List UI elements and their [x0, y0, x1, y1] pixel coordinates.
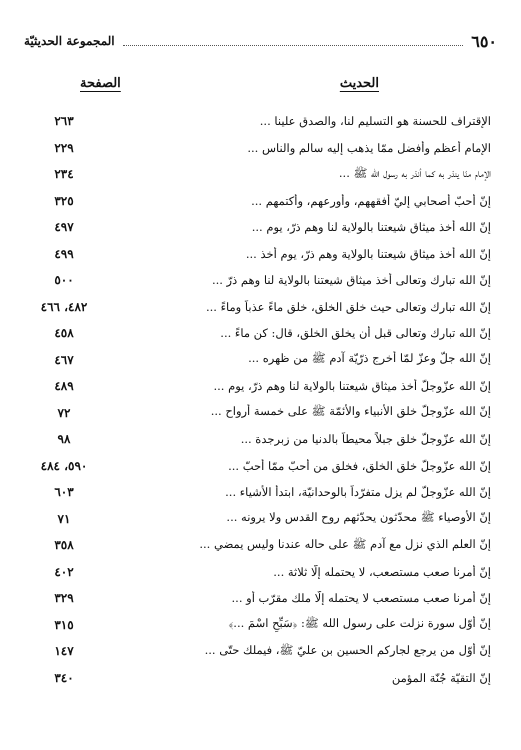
index-row [32, 241, 491, 268]
index-row [32, 400, 491, 427]
page-ref: ٣٢٥ [54, 193, 74, 208]
hadith-text: إنّ الله عزّوجلّ خلق جبلاً محيطاً بالدنيا من زبرجدة ... [240, 432, 491, 447]
index-row [32, 479, 491, 506]
hadith-text: الإمام أعظم وأفضل ممّا يذهب إليه سالم والناس ... [247, 140, 491, 155]
index-row [32, 612, 491, 639]
hadith-text: إنّ الله عزّوجلّ خلق الأنبياء والأئمّة ﷺ على خمسة أرواح ... [210, 404, 491, 419]
page-ref: ٣٤٠ [54, 670, 74, 685]
index-list [32, 108, 491, 691]
page-ref: ٢٦٣ [54, 114, 74, 129]
index-row [32, 506, 491, 533]
hadith-text: إنّ الله تبارك وتعالى حيث خلق الخلق، خلق ماءً عذباً وماءً ... [205, 299, 491, 314]
book-title: المجموعة الحديثيّة [24, 34, 115, 48]
page-ref: ٣١٥ [54, 617, 74, 632]
index-row [32, 665, 491, 692]
index-row [32, 188, 491, 215]
page-ref: ٣٥٨ [54, 538, 74, 553]
hadith-text: إنّ الله عزّوجلّ خلق الخلق، فخلق من أحبّ ممّا أحبّ ... [228, 458, 491, 473]
page-ref: ٣٢٩ [54, 591, 74, 606]
hadith-text: إنّ الله تبارك وتعالى أخذ ميثاق شيعتنا بالولاية لنا وهم ذرّ ... [211, 273, 491, 288]
page-header [24, 28, 497, 54]
index-row [32, 559, 491, 586]
page-ref: ٦٠٣ [54, 485, 74, 500]
page-ref: ١٤٧ [54, 644, 74, 659]
hadith-text: إنّ أحبّ أصحابي إليّ أفقههم، وأورعهم، وأكتمهم ... [251, 193, 491, 208]
page-ref: ٩٨ [57, 432, 71, 447]
hadith-text: إنّ الله جلّ وعزّ لمّا أخرج ذرّيّة آدم ﷺ من ظهره ... [248, 351, 491, 366]
page-ref: ٥٠٠ [54, 273, 74, 288]
page-ref: ٤٥٨ [54, 326, 74, 341]
hadith-text: إنّ التقيّة جُنّة المؤمن [391, 670, 491, 685]
hadith-text: الإمام منّا ينذر به كما أنذر به رسول الله ﷺ ... [338, 165, 491, 180]
hadith-text: إنّ الله أخذ ميثاق شيعتنا بالولاية وهم ذرّ، يوم أخذ ... [245, 246, 491, 261]
index-row [32, 347, 491, 374]
index-row [32, 267, 491, 294]
page-ref: ٧١ [57, 511, 71, 526]
index-row [32, 373, 491, 400]
index-row [32, 135, 491, 162]
page-column-header: الصفحة [80, 76, 121, 91]
page-ref: ٤٦٧ [54, 352, 74, 367]
page-ref: ٤٩٩ [54, 246, 74, 261]
index-row [32, 453, 491, 480]
hadith-text: إنّ أوّل من يرجع لجاركم الحسين بن عليّ ﷺ، فيملك حتّى ... [204, 642, 491, 657]
hadith-text: إنّ الله أخذ ميثاق شيعتنا بالولاية لنا وهم ذرّ، يوم ... [251, 220, 491, 235]
hadith-text: الإقتراف للحسنة هو التسليم لنا، والصدق علينا ... [259, 114, 491, 129]
index-row [32, 294, 491, 321]
index-row [32, 426, 491, 453]
hadith-text: إنّ أوّل سورة نزلت على رسول الله ﷺ: ﴿سَبِّحِ اسْمَ ...﴾ [228, 616, 491, 631]
hadith-text: إنّ العلم الذي نزل مع آدم ﷺ على حاله عندنا وليس يمضي ... [199, 536, 491, 551]
hadith-text: إنّ أمرنا صعب مستصعب لا يحتمله إلّا ملك مقرّب أو ... [231, 591, 491, 606]
index-row [32, 532, 491, 559]
page-number: ٦٥٠ [471, 31, 497, 51]
hadith-column-header: الحديث [339, 76, 379, 91]
index-row [32, 214, 491, 241]
hadith-text: إنّ الله تبارك وتعالى قبل أن يخلق الخلق، قال: كن ماءً ... [220, 326, 491, 341]
page-ref: ٤٨٢، ٤٦٦ [40, 299, 88, 314]
hadith-text: إنّ الله عزّوجلّ لم يزل متفرّداً بالوحدانيّة، ابتدأ الأشياء ... [225, 485, 491, 500]
hadith-text: إنّ الأوصياء ﷺ محدّثون يحدّثهم روح القدس ولا يرونه ... [226, 510, 491, 525]
page-ref: ٢٣٤ [54, 167, 74, 182]
index-row [32, 108, 491, 135]
page-ref: ٥٩٠، ٤٨٤ [40, 458, 88, 473]
hadith-text: إنّ الله عزّوجلّ أخذ ميثاق شيعتنا بالولاية لنا وهم ذرّ، يوم ... [213, 379, 491, 394]
page-ref: ٤٩٧ [54, 220, 74, 235]
page-ref: ٤٨٩ [54, 379, 74, 394]
page-ref: ٢٢٩ [54, 140, 74, 155]
page-ref: ٧٢ [57, 405, 71, 420]
index-row [32, 638, 491, 665]
index-row [32, 320, 491, 347]
index-row [32, 161, 491, 188]
page-ref: ٤٠٢ [54, 564, 74, 579]
index-row [32, 585, 491, 612]
header-dotted-leader [123, 37, 464, 46]
hadith-text: إنّ أمرنا صعب مستصعب، لا يحتمله إلّا ثلاثة ... [273, 564, 491, 579]
